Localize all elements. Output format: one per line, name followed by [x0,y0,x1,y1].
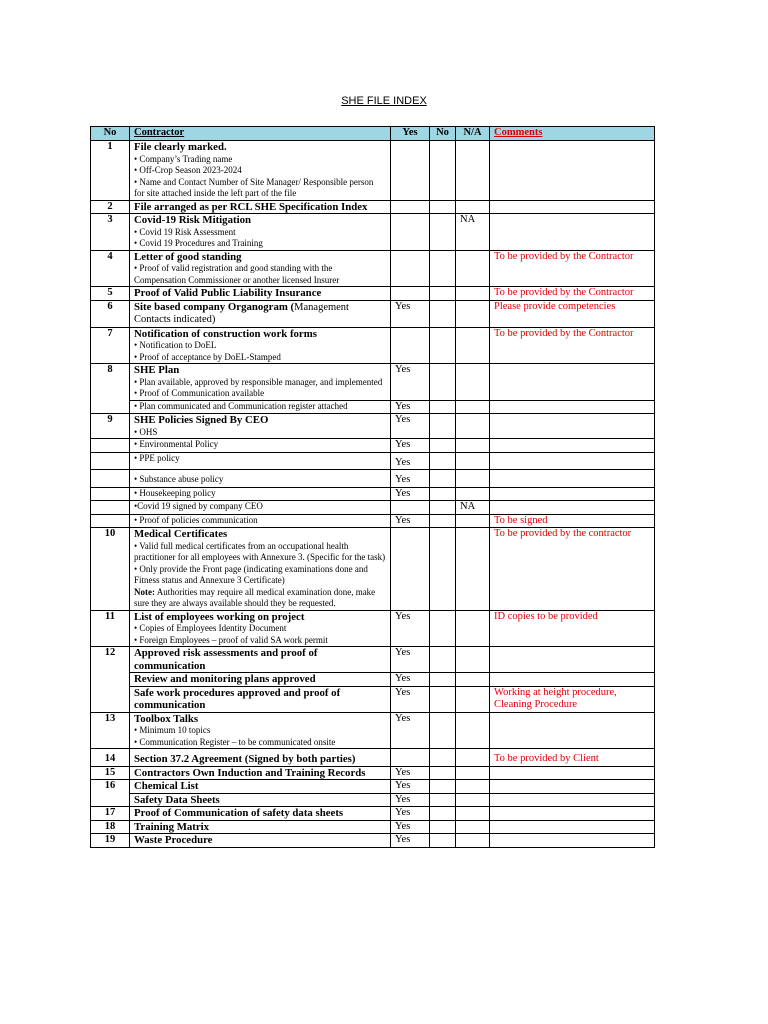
note [134,587,386,610]
table-row [91,749,655,767]
yes-cell: Yes [391,780,430,794]
item-heading: File arranged as per RCL SHE Specification Index [130,200,391,214]
comment-cell [490,400,655,414]
item-heading: File clearly marked. [134,141,227,153]
no-cell [430,287,456,301]
contractor-cell [130,528,391,611]
comment-cell: To be provided by the Contractor [490,287,655,301]
sub-item: • Proof of acceptance by DoEL-Stamped [134,351,281,362]
yes-cell: Yes [391,807,430,821]
sub-item: • Foreign Employees – proof of valid SA work permit [134,634,328,645]
comment-cell: Working at height procedure, Cleaning Procedure [490,686,655,712]
table-row [91,327,655,364]
table-row [91,647,655,673]
item-heading: Training Matrix [130,820,391,834]
row-number: 3 [91,214,130,251]
yes-cell: Yes [391,673,430,687]
contractor-cell [130,712,391,749]
yes-cell [391,141,430,201]
sub-item: • PPE policy [130,452,391,470]
sub-item: • Company’s Trading name [134,153,233,164]
table-row [91,250,655,287]
table-row [91,793,655,807]
row-number: 19 [91,834,130,848]
yes-cell: Yes [391,793,430,807]
no-cell [430,820,456,834]
item-heading: SHE Plan [134,364,180,376]
na-cell [456,487,490,501]
sub-item: • Covid 19 Procedures and Training [134,238,263,248]
yes-cell [391,250,430,287]
yes-cell: Yes [391,487,430,501]
item-heading: Review and monitoring plans approved [130,673,391,687]
row-number [91,514,130,528]
comment-cell: To be provided by the Contractor [490,327,655,364]
no-cell [430,327,456,364]
comment-cell [490,414,655,439]
comment-cell [490,141,655,201]
sub-item: • Valid full medical certificates from an occupational health practitioner for all employees with Annexure 3. (Specific for the task) [134,540,386,562]
item-heading: SHE Policies Signed By CEO [134,414,269,426]
comment-cell [490,487,655,501]
na-cell [456,300,490,327]
she-file-index-table [90,126,655,848]
no-cell [430,834,456,848]
no-cell [430,501,456,515]
row-number: 18 [91,820,130,834]
sub-item: • Proof of Communication available [134,388,265,398]
comment-cell [490,647,655,673]
no-cell [430,439,456,453]
table-row [91,780,655,794]
table-row [91,214,655,251]
table-row [91,300,655,327]
row-number [91,487,130,501]
table-row [91,673,655,687]
no-cell [430,647,456,673]
na-cell [456,364,490,401]
comment-cell [490,470,655,488]
yes-cell [391,287,430,301]
na-cell [456,400,490,414]
na-cell [456,749,490,767]
item-heading: Safety Data Sheets [130,793,391,807]
row-number [91,439,130,453]
yes-cell [391,200,430,214]
header-na: N/A [456,127,490,141]
na-cell [456,793,490,807]
yes-cell [391,528,430,611]
sub-item: • Name and Contact Number of Site Manager/ Responsible person for site attached inside the left part of the file [134,176,374,198]
sub-item: • Plan communicated and Communication register attached [130,400,391,414]
header-yes: Yes [391,127,430,141]
row-number: 15 [91,766,130,780]
yes-cell: Yes [391,610,430,647]
sub-item: • OHS [134,426,158,437]
row-number: 12 [91,647,130,713]
sub-item: • Only provide the Front page (indicating examinations done and Fitness status and Annexure 3 Certificate) [134,563,368,585]
row-number: 7 [91,327,130,364]
sub-item: • Proof of policies communication [130,514,391,528]
contractor-cell [130,141,391,201]
table-row [91,820,655,834]
yes-cell: Yes [391,766,430,780]
item-heading: Approved risk assessments and proof of communication [130,647,391,673]
no-cell [430,200,456,214]
table-row [91,501,655,515]
table-header-row [91,127,655,141]
yes-cell [391,501,430,515]
table-row [91,141,655,201]
no-cell [430,793,456,807]
table-row [91,452,655,470]
row-number: 16 [91,780,130,807]
no-cell [430,141,456,201]
contractor-cell [130,300,391,327]
no-cell [430,452,456,470]
na-cell [456,528,490,611]
contractor-cell [130,414,391,439]
contractor-cell [130,250,391,287]
comment-cell [490,780,655,794]
no-cell [430,780,456,794]
item-heading: Section 37.2 Agreement (Signed by both parties) [130,749,391,767]
comment-cell [490,364,655,401]
item-heading: Chemical List [130,780,391,794]
yes-cell [391,214,430,251]
na-cell [456,673,490,687]
no-cell [430,712,456,749]
row-number [91,501,130,515]
na-cell [456,766,490,780]
sub-item: • Proof of valid registration and good standing with the Compensation Commissioner or another licensed Insurer [134,263,340,285]
no-cell [430,400,456,414]
yes-cell: Yes [391,364,430,401]
sub-item: • Covid 19 Risk Assessment [134,226,236,237]
item-heading: Medical Certificates [134,528,228,540]
row-number: 14 [91,749,130,767]
row-number: 5 [91,287,130,301]
contractor-cell [130,327,391,364]
table-row [91,766,655,780]
comment-cell [490,834,655,848]
table-row [91,514,655,528]
yes-cell: Yes [391,712,430,749]
row-number: 10 [91,528,130,611]
sub-item: •Covid 19 signed by company CEO [130,501,391,515]
na-cell [456,470,490,488]
no-cell [430,300,456,327]
no-cell [430,487,456,501]
sub-item: • Environmental Policy [130,439,391,453]
item-heading: Letter of good standing [134,250,242,263]
na-cell: NA [456,501,490,515]
row-number: 17 [91,807,130,821]
na-cell [456,141,490,201]
comment-cell [490,820,655,834]
item-heading: List of employees working on project [134,610,305,623]
comment-cell: To be provided by the contractor [490,528,655,611]
comment-cell [490,673,655,687]
no-cell [430,610,456,647]
comment-cell: ID copies to be provided [490,610,655,647]
na-cell [456,414,490,439]
na-cell [456,287,490,301]
header-comments: Comments [490,127,655,141]
na-cell [456,610,490,647]
no-cell [430,214,456,251]
sub-item: • Copies of Employees Identity Document [134,623,287,633]
note-label: Note: [134,586,155,597]
item-heading: Notification of construction work forms [134,327,317,340]
yes-cell: Yes [391,300,430,327]
contractor-cell [130,214,391,251]
yes-cell: Yes [391,686,430,712]
item-heading: Safe work procedures approved and proof of communication [130,686,391,712]
comment-cell [490,501,655,515]
na-cell [456,686,490,712]
no-cell [430,766,456,780]
sub-item: • Off-Crop Season 2023-2024 [134,165,242,175]
table-row [91,807,655,821]
yes-cell: Yes [391,400,430,414]
table-row [91,470,655,488]
comment-cell: To be provided by Client [490,749,655,767]
sub-item: • Housekeeping policy [130,487,391,501]
item-heading: Covid-19 Risk Mitigation [134,214,251,226]
no-cell [430,414,456,439]
header-contractor: Contractor [130,127,391,141]
yes-cell: Yes [391,452,430,470]
row-number: 1 [91,141,130,201]
comment-cell [490,793,655,807]
row-number: 2 [91,200,130,214]
no-cell [430,807,456,821]
row-number: 9 [91,414,130,439]
row-number: 11 [91,610,130,647]
na-cell: NA [456,214,490,251]
yes-cell: Yes [391,834,430,848]
yes-cell [391,749,430,767]
comment-cell [490,452,655,470]
yes-cell: Yes [391,470,430,488]
table-row [91,487,655,501]
table-row [91,287,655,301]
row-number [91,452,130,470]
item-heading: Site based company Organogram ( [134,300,295,313]
no-cell [430,749,456,767]
no-cell [430,686,456,712]
comment-cell [490,214,655,251]
item-heading: Toolbox Talks [134,712,199,725]
yes-cell: Yes [391,820,430,834]
yes-cell [391,327,430,364]
header-no: No [91,127,130,141]
document-title: SHE FILE INDEX [341,95,427,107]
table-row [91,686,655,712]
item-heading: Contractors Own Induction and Training Records [130,766,391,780]
table-row [91,834,655,848]
table-row [91,712,655,749]
na-cell [456,514,490,528]
na-cell [456,712,490,749]
no-cell [430,528,456,611]
row-number: 8 [91,364,130,414]
row-number: 6 [91,300,130,327]
header-no-answer: No [430,127,456,141]
na-cell [456,452,490,470]
comment-cell [490,712,655,749]
item-heading: Proof of Communication of safety data sheets [130,807,391,821]
row-number: 4 [91,250,130,287]
na-cell [456,647,490,673]
row-number: 13 [91,712,130,749]
no-cell [430,673,456,687]
contractor-cell [130,610,391,647]
comment-cell [490,807,655,821]
na-cell [456,200,490,214]
na-cell [456,439,490,453]
note-text: Authorities may require all medical examination done, make sure they are always available should they be requested. [134,586,376,608]
comment-cell: To be signed [490,514,655,528]
contractor-cell [130,364,391,401]
table-row [91,364,655,401]
table-row [91,200,655,214]
item-heading-extra: Management Contacts indicated) [134,301,349,325]
na-cell [456,820,490,834]
no-cell [430,250,456,287]
na-cell [456,834,490,848]
item-heading: Waste Procedure [130,834,391,848]
sub-item: • Minimum 10 topics [134,725,211,735]
comment-cell [490,766,655,780]
table-row [91,400,655,414]
comment-cell [490,439,655,453]
item-heading: Proof of Valid Public Liability Insurance [130,287,391,301]
row-number [91,470,130,488]
yes-cell: Yes [391,439,430,453]
no-cell [430,364,456,401]
table-row [91,414,655,439]
yes-cell: Yes [391,514,430,528]
table-row [91,528,655,611]
na-cell [456,807,490,821]
table-row [91,610,655,647]
sub-item: • Substance abuse policy [130,470,391,488]
yes-cell: Yes [391,647,430,673]
table-row [91,439,655,453]
na-cell [456,327,490,364]
sub-item: • Notification to DoEL [134,340,217,350]
na-cell [456,780,490,794]
sub-item: • Communication Register – to be communicated onsite [134,736,336,747]
comment-cell: To be provided by the Contractor [490,250,655,287]
no-cell [430,470,456,488]
yes-cell: Yes [391,414,430,439]
sub-item: • Plan available, approved by responsible manager, and implemented [134,376,383,387]
na-cell [456,250,490,287]
comment-cell: Please provide competencies [490,300,655,327]
no-cell [430,514,456,528]
comment-cell [490,200,655,214]
